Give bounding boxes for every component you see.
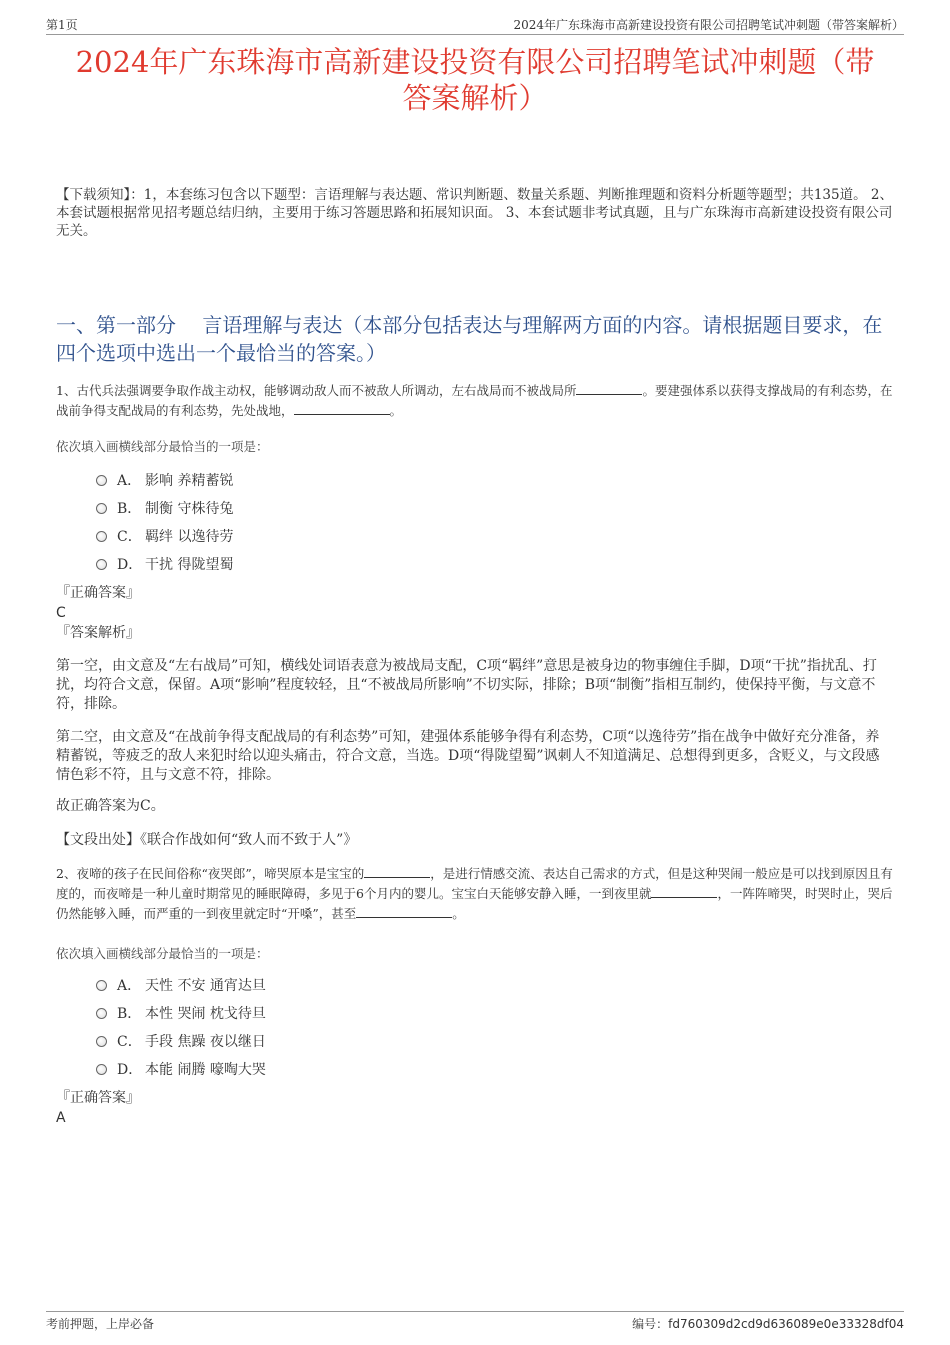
- download-notice: 【下载须知】：1，本套练习包含以下题型：言语理解与表达题、常识判断题、数量关系题、判断推理题和资料分析题等题型；共135道。 2、本套试题根据常见招考题总结归纳，主要用于练习答题思路和拓展知识面。 3、本套试题非考试真题，且与广东珠海市高新建设投资有限公司无关。: [56, 187, 893, 239]
- option-letter: A．: [117, 978, 142, 994]
- correct-answer: C: [56, 605, 66, 621]
- q1-text-part: 1、古代兵法强调要争取作战主动权，能够调动敌人而不被敌人所调动，左右战局而不被战局所: [56, 383, 577, 398]
- page-header: [46, 14, 904, 35]
- footer-slogan: 考前押题，上岸必备: [46, 1317, 155, 1331]
- question-2-prompt: 依次填入画横线部分最恰当的一项是：: [56, 946, 269, 961]
- correct-answer-block: [56, 1088, 888, 1128]
- option-text: 羁绊 以逸待劳: [145, 529, 234, 545]
- question-2-options: [96, 971, 266, 1083]
- option-d[interactable]: [96, 550, 233, 578]
- question-1-text: [56, 381, 894, 421]
- option-text: 天性 不安 通宵达旦: [145, 978, 266, 994]
- question-1-prompt: 依次填入画横线部分最恰当的一项是：: [56, 439, 269, 454]
- q2-text-part: ，是进行情感交流、表达自己需求的方式，但是这种哭闹一般应是可以找到原因且有度的，而夜啼是一种儿童时期常见的睡眠障碍，多见于6个月内的婴儿。宝宝白天能够安静入睡，一到夜里就: [56, 866, 893, 901]
- option-letter: D．: [117, 557, 143, 573]
- option-d[interactable]: [96, 1055, 266, 1083]
- correct-answer-label: 『正确答案』: [56, 585, 140, 601]
- option-letter: B．: [117, 501, 142, 517]
- question-2-text: [56, 864, 894, 924]
- analysis-label: 『答案解析』: [56, 625, 140, 641]
- radio-button[interactable]: [96, 980, 107, 991]
- q1-text-part: 。要建强体系以获得支撑战局的有利态势，在战前争得支配战局的有利态势，先处战地，: [56, 383, 893, 418]
- option-letter: A．: [117, 473, 142, 489]
- code-value: fd760309d2cd9d636089e0e33328df04: [668, 1317, 904, 1331]
- correct-answer-block: [56, 583, 888, 643]
- option-text: 影响 养精蓄锐: [145, 473, 234, 489]
- option-text: 手段 焦躁 夜以继日: [145, 1034, 266, 1050]
- fill-blank: [651, 885, 717, 898]
- code-label: 编号：: [632, 1317, 669, 1331]
- conclusion: 故正确答案为C。: [56, 798, 165, 814]
- source-citation: 【文段出处】《联合作战如何“致人而不致于人”》: [56, 832, 358, 848]
- analysis-paragraph-2: 第二空，由文意及“在战前争得支配战局的有利态势”可知，建强体系能够争得有利态势，C项“以逸待劳”指在战争中做好充分准备，养精蓄锐，等疲乏的敌人来犯时给以迎头痛击，符合文意，当选。D项“得陇望蜀”讽刺人不知道满足、总想得到更多，含贬义，与文段感情色彩不符，且与文意不符，排除。: [56, 729, 880, 783]
- option-b[interactable]: [96, 999, 266, 1027]
- option-a[interactable]: [96, 466, 233, 494]
- radio-button[interactable]: [96, 475, 107, 486]
- radio-button[interactable]: [96, 559, 107, 570]
- radio-button[interactable]: [96, 503, 107, 514]
- title-line-2: 答案解析）: [402, 81, 548, 115]
- option-c[interactable]: [96, 522, 233, 550]
- option-letter: C．: [117, 529, 142, 545]
- document-code: [632, 1315, 904, 1332]
- option-text: 本性 哭闹 枕戈待旦: [145, 1006, 266, 1022]
- option-letter: D．: [117, 1062, 143, 1078]
- option-letter: C．: [117, 1034, 142, 1050]
- analysis-paragraph-1: 第一空，由文意及“左右战局”可知，横线处词语表意为被战局支配，C项“羁绊”意思是被身边的物事缠住手脚，D项“干扰”指扰乱、打扰，均符合文意，保留。A项“影响”程度较轻，且“不被战局所影响”不切实际，排除；B项“制衡”指相互制约，使保持平衡，与文意不符，排除。: [56, 658, 877, 712]
- option-text: 本能 闹腾 嚎啕大哭: [145, 1062, 266, 1078]
- header-doc-title: 2024年广东珠海市高新建设投资有限公司招聘笔试冲刺题（带答案解析）: [513, 18, 904, 32]
- option-letter: B．: [117, 1006, 142, 1022]
- radio-button[interactable]: [96, 531, 107, 542]
- section-title: 一、第一部分 言语理解与表达（本部分包括表达与理解两方面的内容。请根据题目要求，在四个选项中选出一个最恰当的答案。）: [56, 313, 883, 365]
- option-a[interactable]: [96, 971, 266, 999]
- radio-button[interactable]: [96, 1008, 107, 1019]
- radio-button[interactable]: [96, 1036, 107, 1047]
- radio-button[interactable]: [96, 1064, 107, 1075]
- fill-blank: [294, 402, 390, 415]
- title-line-1: 2024年广东珠海市高新建设投资有限公司招聘笔试冲刺题（带: [75, 45, 875, 79]
- option-b[interactable]: [96, 494, 233, 522]
- fill-blank: [364, 865, 430, 878]
- fill-blank: [576, 382, 642, 395]
- q2-text-part: 2、夜啼的孩子在民间俗称“夜哭郎”，啼哭原本是宝宝的: [56, 866, 365, 881]
- fill-blank: [356, 905, 452, 918]
- q2-text-part: 。: [452, 906, 465, 921]
- page-number: 第1页: [46, 18, 78, 32]
- question-1-options: [96, 466, 233, 578]
- document-title: [50, 44, 900, 116]
- page-footer: [46, 1311, 904, 1331]
- correct-answer: A: [56, 1110, 66, 1126]
- q1-text-part: 。: [389, 403, 403, 418]
- option-text: 制衡 守株待兔: [145, 501, 234, 517]
- option-c[interactable]: [96, 1027, 266, 1055]
- correct-answer-label: 『正确答案』: [56, 1090, 140, 1106]
- q2-text-part: ，一阵阵啼哭，时哭时止，哭后仍然能够入睡，而严重的一到夜里就定时“开嗓”，甚至: [56, 886, 893, 921]
- option-text: 干扰 得陇望蜀: [145, 557, 234, 573]
